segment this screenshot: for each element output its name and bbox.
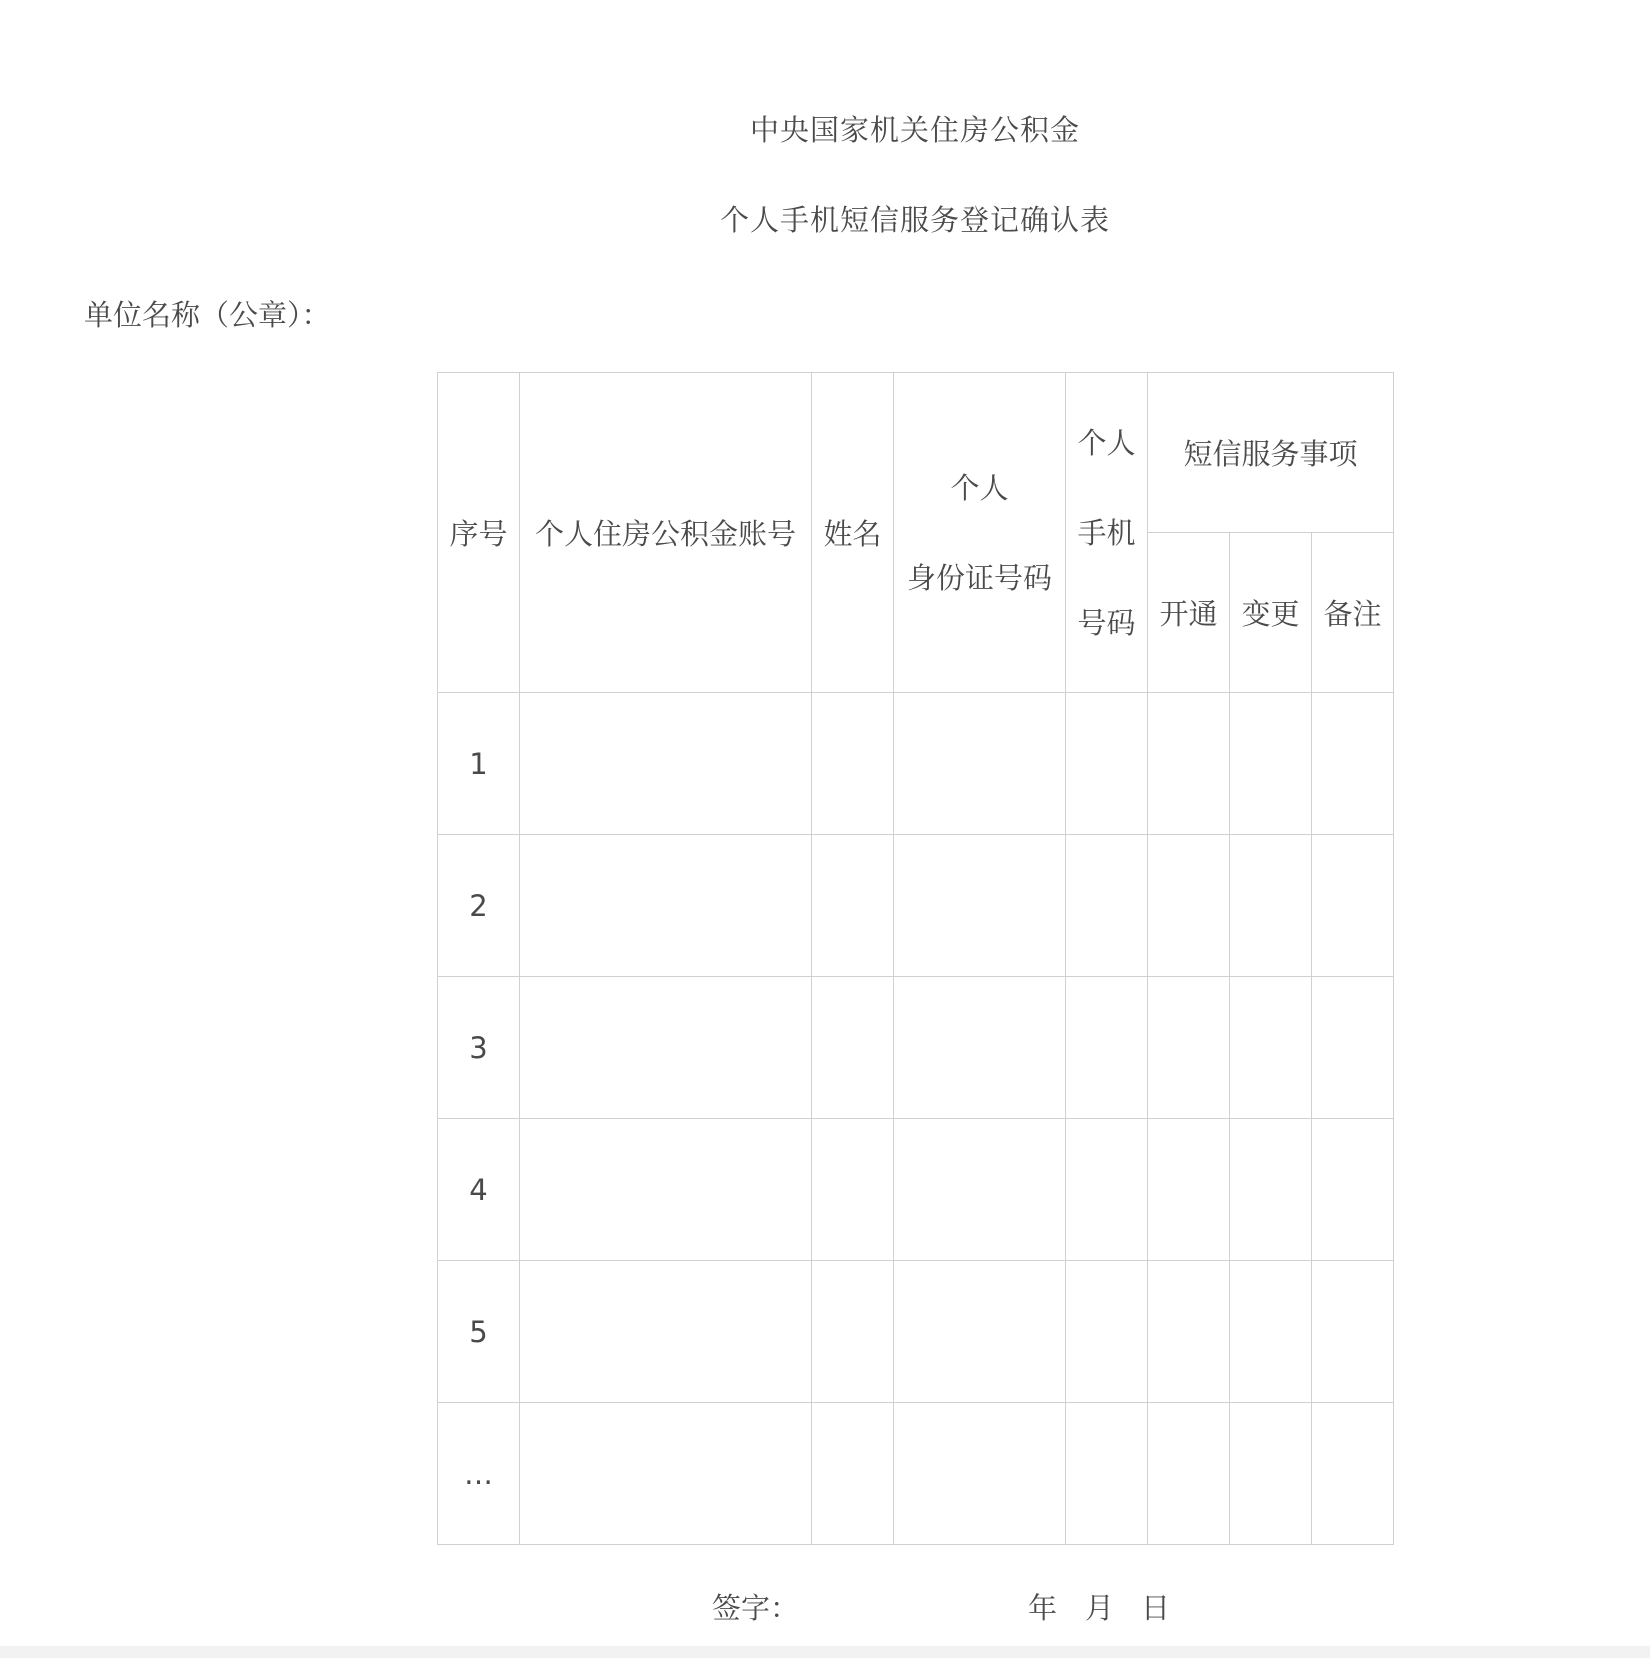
row-seq: 3 (438, 977, 520, 1119)
header-name: 姓名 (812, 373, 894, 693)
row-seq: … (438, 1403, 520, 1545)
id-cell[interactable] (894, 1119, 1066, 1261)
row-seq: 2 (438, 835, 520, 977)
change-cell[interactable] (1230, 1119, 1312, 1261)
header-phone-line2: 手机 (1077, 515, 1136, 550)
remark-cell[interactable] (1312, 693, 1394, 835)
day-label: 日 (1141, 1591, 1171, 1625)
account-cell[interactable] (520, 693, 812, 835)
remark-cell[interactable] (1312, 835, 1394, 977)
open-cell[interactable] (1148, 1403, 1230, 1545)
name-cell[interactable] (812, 1261, 894, 1403)
header-id-number (894, 373, 1066, 693)
header-phone-line1: 个人 (1077, 425, 1136, 460)
change-cell[interactable] (1230, 835, 1312, 977)
account-cell[interactable] (520, 1261, 812, 1403)
header-id-line1: 个人 (950, 470, 1009, 505)
table-row (438, 1403, 1394, 1545)
change-cell[interactable] (1230, 977, 1312, 1119)
header-account: 个人住房公积金账号 (520, 373, 812, 693)
open-cell[interactable] (1148, 977, 1230, 1119)
phone-cell[interactable] (1066, 835, 1148, 977)
open-cell[interactable] (1148, 693, 1230, 835)
name-cell[interactable] (812, 1403, 894, 1545)
account-cell[interactable] (520, 1119, 812, 1261)
change-cell[interactable] (1230, 1403, 1312, 1545)
header-open: 开通 (1148, 533, 1230, 693)
page-bottom-edge (0, 1646, 1650, 1658)
table-row (438, 977, 1394, 1119)
registration-table (437, 372, 1394, 1545)
header-remark: 备注 (1312, 533, 1394, 693)
id-cell[interactable] (894, 1261, 1066, 1403)
remark-cell[interactable] (1312, 1119, 1394, 1261)
remark-cell[interactable] (1312, 1403, 1394, 1545)
name-cell[interactable] (812, 835, 894, 977)
table-row (438, 1119, 1394, 1261)
open-cell[interactable] (1148, 1261, 1230, 1403)
row-seq: 5 (438, 1261, 520, 1403)
id-cell[interactable] (894, 1403, 1066, 1545)
header-seq: 序号 (438, 373, 520, 693)
table-row (438, 1261, 1394, 1403)
id-cell[interactable] (894, 977, 1066, 1119)
change-cell[interactable] (1230, 1261, 1312, 1403)
year-label: 年 (1028, 1591, 1058, 1625)
phone-cell[interactable] (1066, 693, 1148, 835)
month-label: 月 (1085, 1591, 1115, 1625)
table-row (438, 693, 1394, 835)
signature-label: 签字： (712, 1591, 800, 1625)
header-phone-line3: 号码 (1077, 605, 1136, 640)
table-header-row (438, 373, 1394, 533)
change-cell[interactable] (1230, 693, 1312, 835)
phone-cell[interactable] (1066, 1119, 1148, 1261)
document-title: 中央国家机关住房公积金 (749, 113, 1080, 147)
row-seq: 1 (438, 693, 520, 835)
phone-cell[interactable] (1066, 1403, 1148, 1545)
header-id-line2: 身份证号码 (906, 560, 1052, 595)
header-sms-group: 短信服务事项 (1148, 373, 1394, 533)
open-cell[interactable] (1148, 835, 1230, 977)
table-row (438, 835, 1394, 977)
row-seq: 4 (438, 1119, 520, 1261)
phone-cell[interactable] (1066, 1261, 1148, 1403)
name-cell[interactable] (812, 693, 894, 835)
phone-cell[interactable] (1066, 977, 1148, 1119)
account-cell[interactable] (520, 1403, 812, 1545)
id-cell[interactable] (894, 835, 1066, 977)
name-cell[interactable] (812, 977, 894, 1119)
id-cell[interactable] (894, 693, 1066, 835)
remark-cell[interactable] (1312, 1261, 1394, 1403)
document-subtitle: 个人手机短信服务登记确认表 (719, 203, 1110, 237)
header-change: 变更 (1230, 533, 1312, 693)
account-cell[interactable] (520, 977, 812, 1119)
remark-cell[interactable] (1312, 977, 1394, 1119)
unit-name-label: 单位名称（公章）： (84, 298, 331, 332)
account-cell[interactable] (520, 835, 812, 977)
header-phone-number (1066, 373, 1148, 693)
name-cell[interactable] (812, 1119, 894, 1261)
open-cell[interactable] (1148, 1119, 1230, 1261)
